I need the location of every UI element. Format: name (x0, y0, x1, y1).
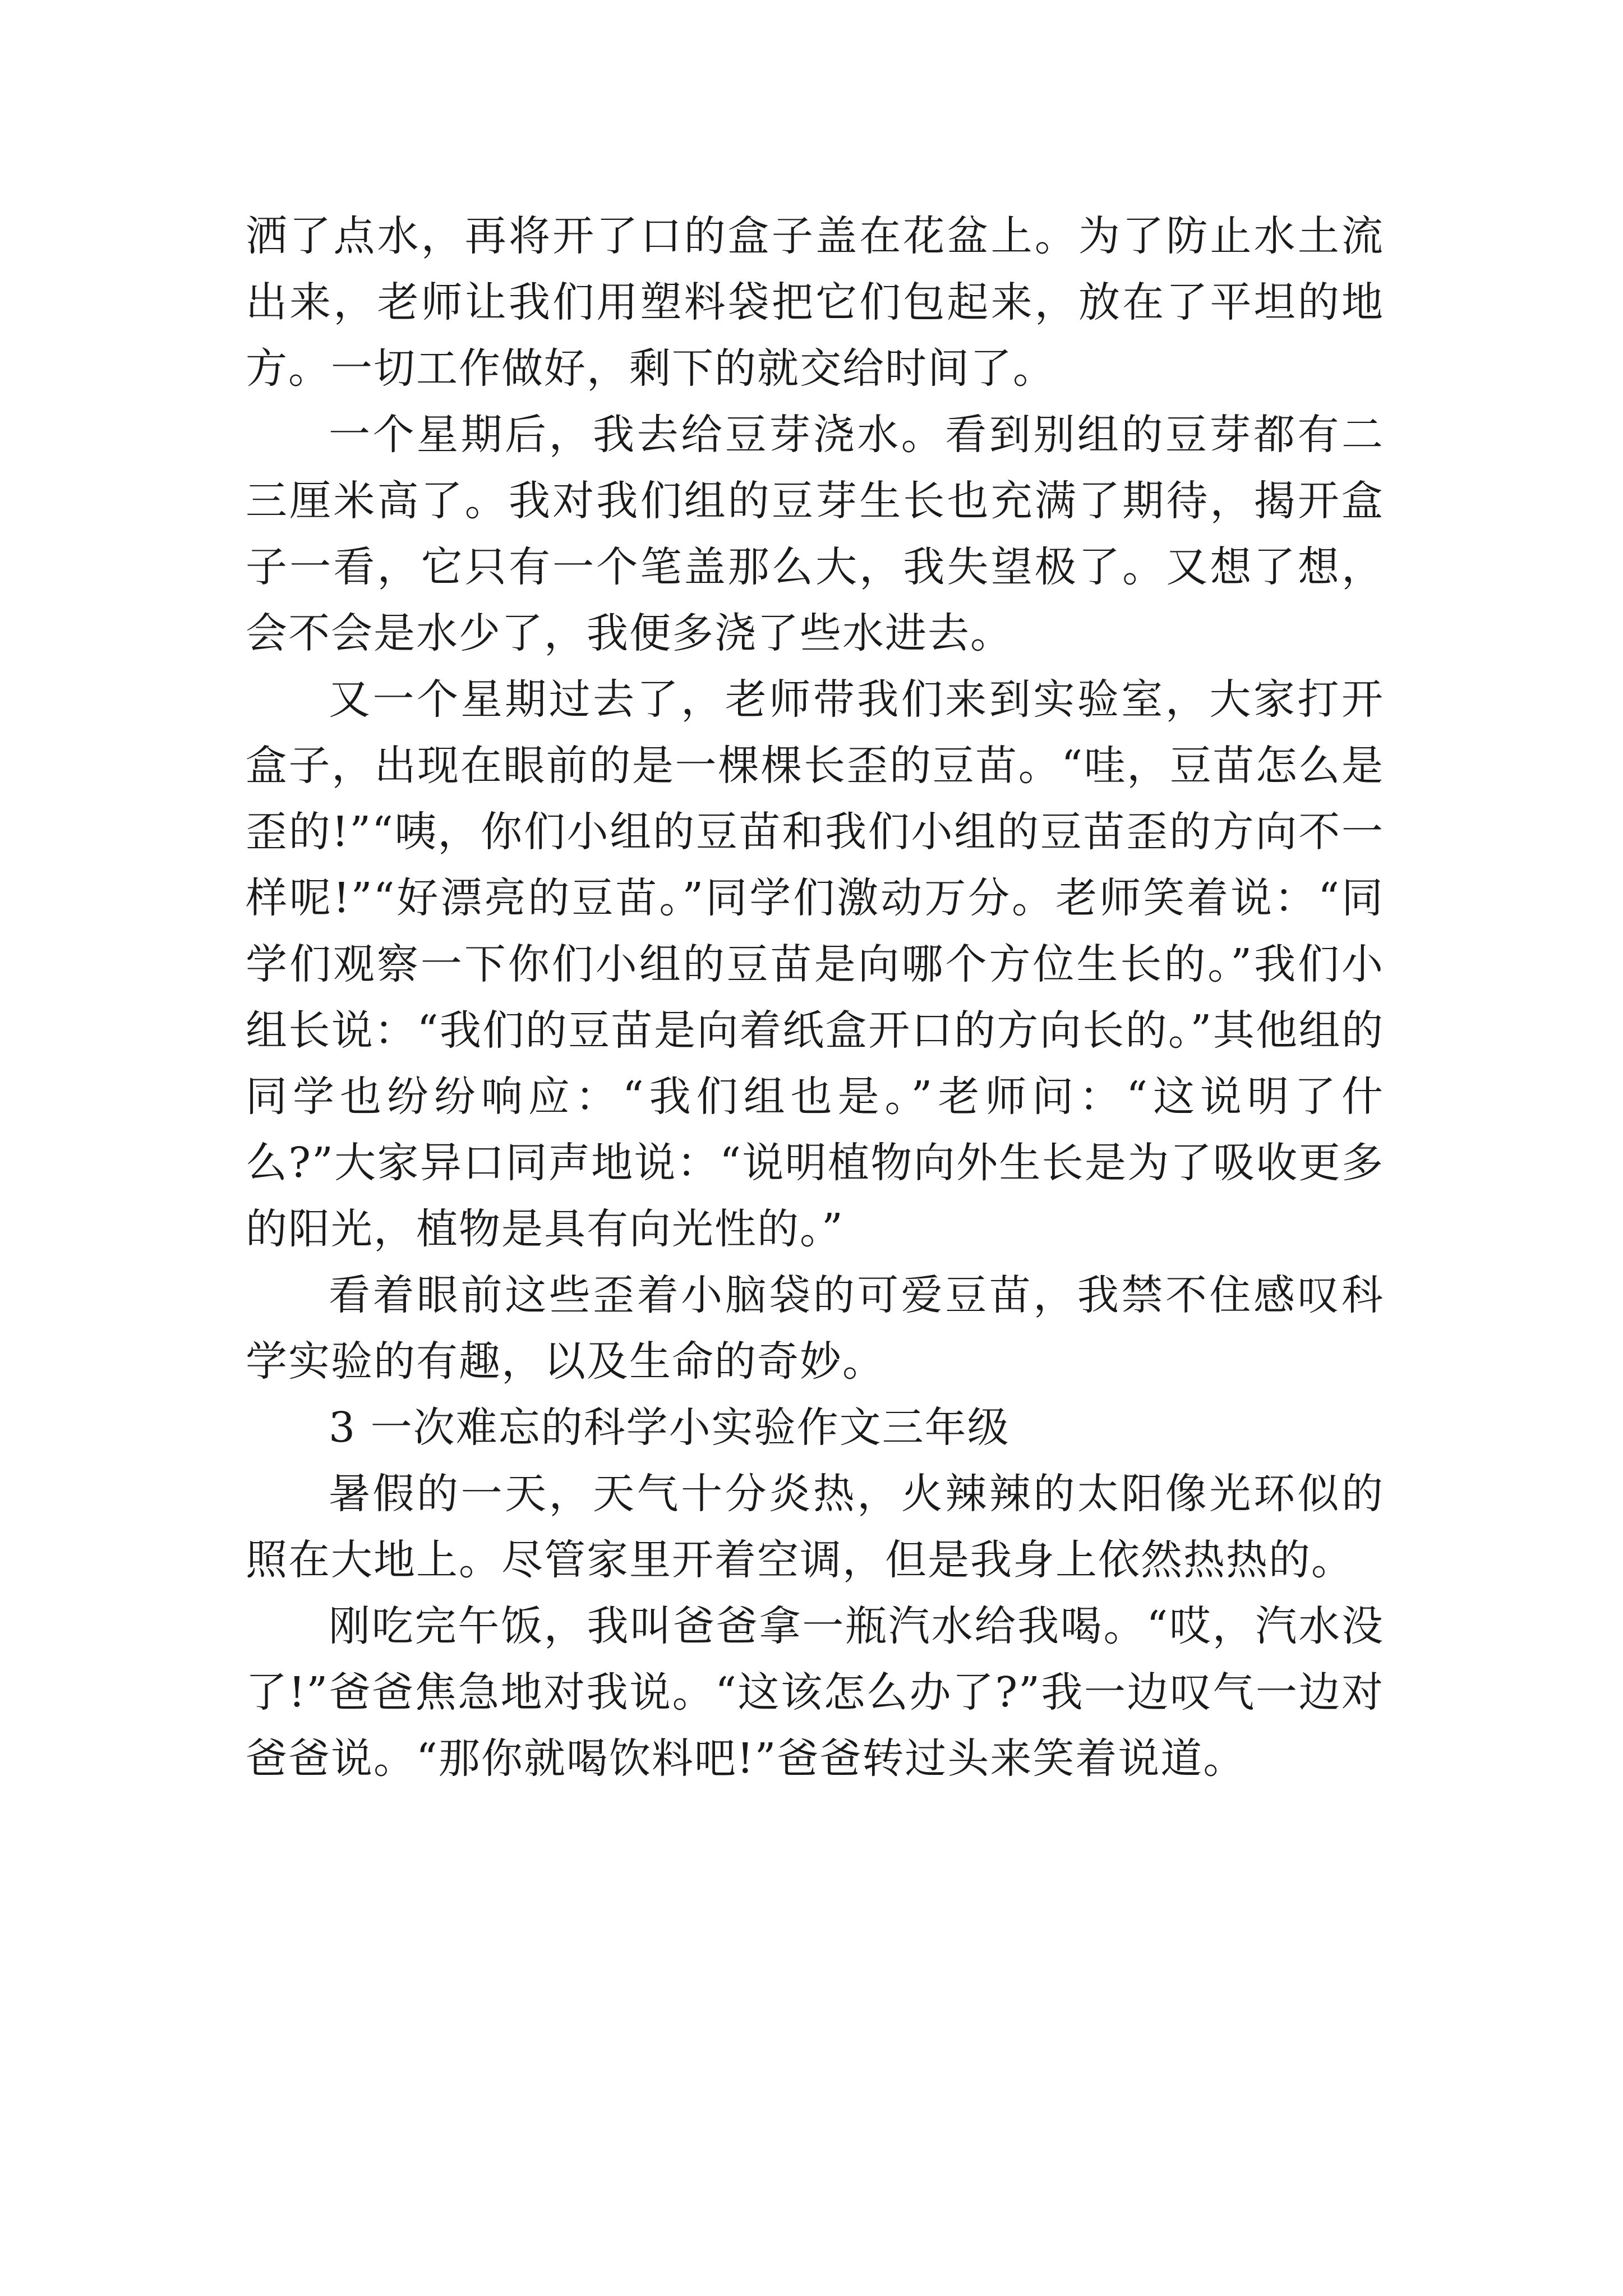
document-body (246, 203, 1384, 1792)
paragraph: 又一个星期过去了，老师带我们来到实验室，大家打开盒子，出现在眼前的是一棵棵长歪的豆苗。“哇，豆苗怎么是歪的!”“咦，你们小组的豆苗和我们小组的豆苗歪的方向不一样呢!”“好漂亮的豆苗。”同学们激动万分。老师笑着说：“同学们观察一下你们小组的豆苗是向哪个方位生长的。”我们小组长说：“我们的豆苗是向着纸盒开口的方向长的。”其他组的同学也纷纷响应：“我们组也是。”老师问：“这说明了什么?”大家异口同声地说：“说明植物向外生长是为了吸收更多的阳光，植物是具有向光性的。” (246, 675, 1384, 1253)
paragraph: 刚吃完午饭，我叫爸爸拿一瓶汽水给我喝。“哎，汽水没了!”爸爸焦急地对我说。“这该怎么办了?”我一边叹气一边对爸爸说。“那你就喝饮料吧!”爸爸转过头来笑着说道。 (246, 1602, 1384, 1783)
paragraph: 暑假的一天，天气十分炎热，火辣辣的太阳像光环似的照在大地上。尽管家里开着空调，但是我身上依然热热的。 (246, 1470, 1384, 1584)
paragraph: 看着眼前这些歪着小脑袋的可爱豆苗，我禁不住感叹科学实验的有趣，以及生命的奇妙。 (246, 1271, 1384, 1386)
paragraph-continued: 洒了点水，再将开了口的盒子盖在花盆上。为了防止水土流出来，老师让我们用塑料袋把它们包起来，放在了平坦的地方。一切工作做好，剩下的就交给时间了。 (246, 212, 1384, 393)
paragraph: 一个星期后，我去给豆芽浇水。看到别组的豆芽都有二三厘米高了。我对我们组的豆芽生长也充满了期待，揭开盒子一看，它只有一个笔盖那么大，我失望极了。又想了想，会不会是水少了，我便多浇了些水进去。 (246, 411, 1384, 657)
section-heading: 3 一次难忘的科学小实验作文三年级 (329, 1404, 1010, 1452)
